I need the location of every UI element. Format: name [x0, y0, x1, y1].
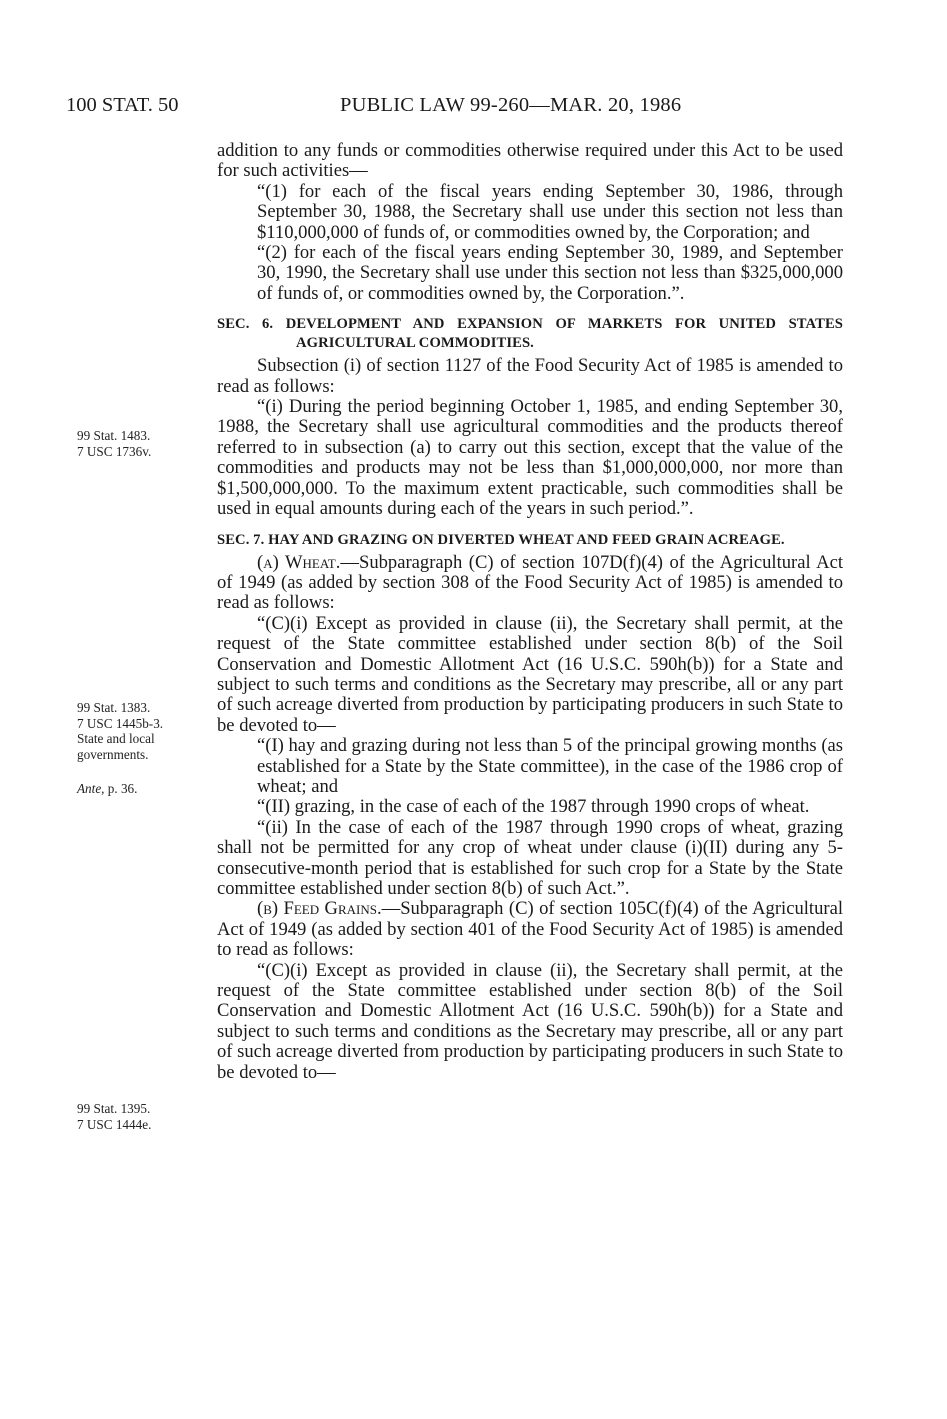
paragraph: Subsection (i) of section 1127 of the Food Security Act of 1985 is amended to read as follows: [217, 355, 843, 397]
paragraph-clause-1: “(1) for each of the fiscal years ending September 30, 1986, through September 30, 1988, the Secretary shall use under this section not less than $110,000,000 of funds of, or commodities owned by, the Corporation; and [257, 180, 843, 243]
margin-note-line [77, 781, 137, 797]
paragraph-wheat-text: —Subparagraph (C) of section 107D(f)(4) of the Agricultural Act of 1949 (as added by section 308 of the Food Security Act of 1985) is amended to read as follows: [217, 551, 844, 614]
margin-note-line: 7 USC 1445b-3. [77, 715, 164, 731]
margin-note-line: 99 Stat. 1483. [77, 428, 151, 443]
margin-note-line: 99 Stat. 1383. [77, 700, 151, 715]
paragraph-clause-2: “(2) for each of the fiscal years ending September 30, 1989, and September 30, 1990, the Secretary shall use under this section not less than $325,000,000 of funds of, or commodities owned by, the Corporation.”. [257, 242, 843, 304]
margin-note-line: 7 USC 1444e. [77, 1116, 152, 1132]
section-6-heading: SEC. 6. DEVELOPMENT AND EXPANSION OF MARKETS FOR UNITED STATES AGRICULTURAL COMMODITIES. [217, 316, 843, 352]
law-title-header: PUBLIC LAW 99-260—MAR. 20, 1986 [340, 94, 682, 116]
margin-note-wheat [77, 700, 163, 762]
margin-note-italic: Ante [77, 781, 102, 796]
margin-note-sec6 [77, 428, 151, 459]
margin-note-line: 99 Stat. 1395. [77, 1101, 151, 1116]
margin-note-line: 7 USC 1736v. [77, 443, 152, 459]
margin-note-line: governments. [77, 746, 149, 762]
margin-note-rest: , p. 36. [101, 781, 138, 796]
subsection-label-feed-grains: (b) Feed Grains. [257, 898, 382, 920]
paragraph: addition to any funds or commodities otherwise required under this Act to be used for such activities— [217, 140, 843, 182]
paragraph-feed-grains-text: —Subparagraph (C) of section 105C(f)(4) of the Agricultural Act of 1949 (as added by section 401 of the Food Security Act of 1985) is amended to read as follows: [217, 898, 844, 961]
paragraph-clause-ci-feed-grains: “(C)(i) Except as provided in clause (ii), the Secretary shall permit, at the request of the State committee established under section 8(b) of the Soil Conservation and Domestic Allotment Act (16 U.S.C. 590h(b)) for a State and subject to such terms and conditions as the Secretary may prescribe, all or any part of such acreage diverted from production by participating producers in such State to be devoted to— [217, 959, 843, 1083]
page-reference: 100 STAT. 50 [66, 94, 179, 116]
margin-note-ante [77, 781, 137, 797]
subsection-label-wheat: (a) Wheat. [257, 551, 341, 573]
margin-note-feed-grains [77, 1101, 151, 1132]
paragraph-quoted-subsection-i: “(i) During the period beginning October 1, 1985, and ending September 30, 1988, the Secretary shall use agricultural commodities and the products thereof referred to in subsection (a) to carry out this section, except that the value of the commodities and products may not be less than $1,000,000,000, nor more than $1,500,000,000. To the maximum extent practicable, such commodities shall be used in equal amounts during each of the years in such period.”. [217, 396, 843, 520]
margin-note-line: State and local [77, 731, 155, 746]
paragraph-subclause-I: “(I) hay and grazing during not less than 5 of the principal growing months (as established for a State by the State committee), in the case of the 1986 crop of wheat; and [257, 735, 843, 797]
section-7-heading: SEC. 7. HAY AND GRAZING ON DIVERTED WHEAT AND FEED GRAIN ACREAGE. [217, 531, 785, 548]
paragraph-subclause-II: “(II) grazing, in the case of each of the 1987 through 1990 crops of wheat. [257, 796, 810, 818]
paragraph-clause-ii: “(ii) In the case of each of the 1987 through 1990 crops of wheat, grazing shall not be permitted for any crop of wheat under clause (i)(II) during any 5-consecutive-month period that is established for such crop for a State by the State committee established under section 8(b) of such Act.”. [217, 816, 843, 899]
law-body-text [217, 141, 843, 1083]
paragraph-wheat [217, 553, 843, 614]
paragraph-clause-ci-wheat: “(C)(i) Except as provided in clause (ii), the Secretary shall permit, at the request of the State committee established under section 8(b) of the Soil Conservation and Domestic Allotment Act (16 U.S.C. 590h(b)) for a State and subject to such terms and conditions as the Secretary may prescribe, all or any part of such acreage diverted from production by participating producers in such State to be devoted to— [217, 612, 843, 736]
paragraph-feed-grains [217, 899, 843, 960]
